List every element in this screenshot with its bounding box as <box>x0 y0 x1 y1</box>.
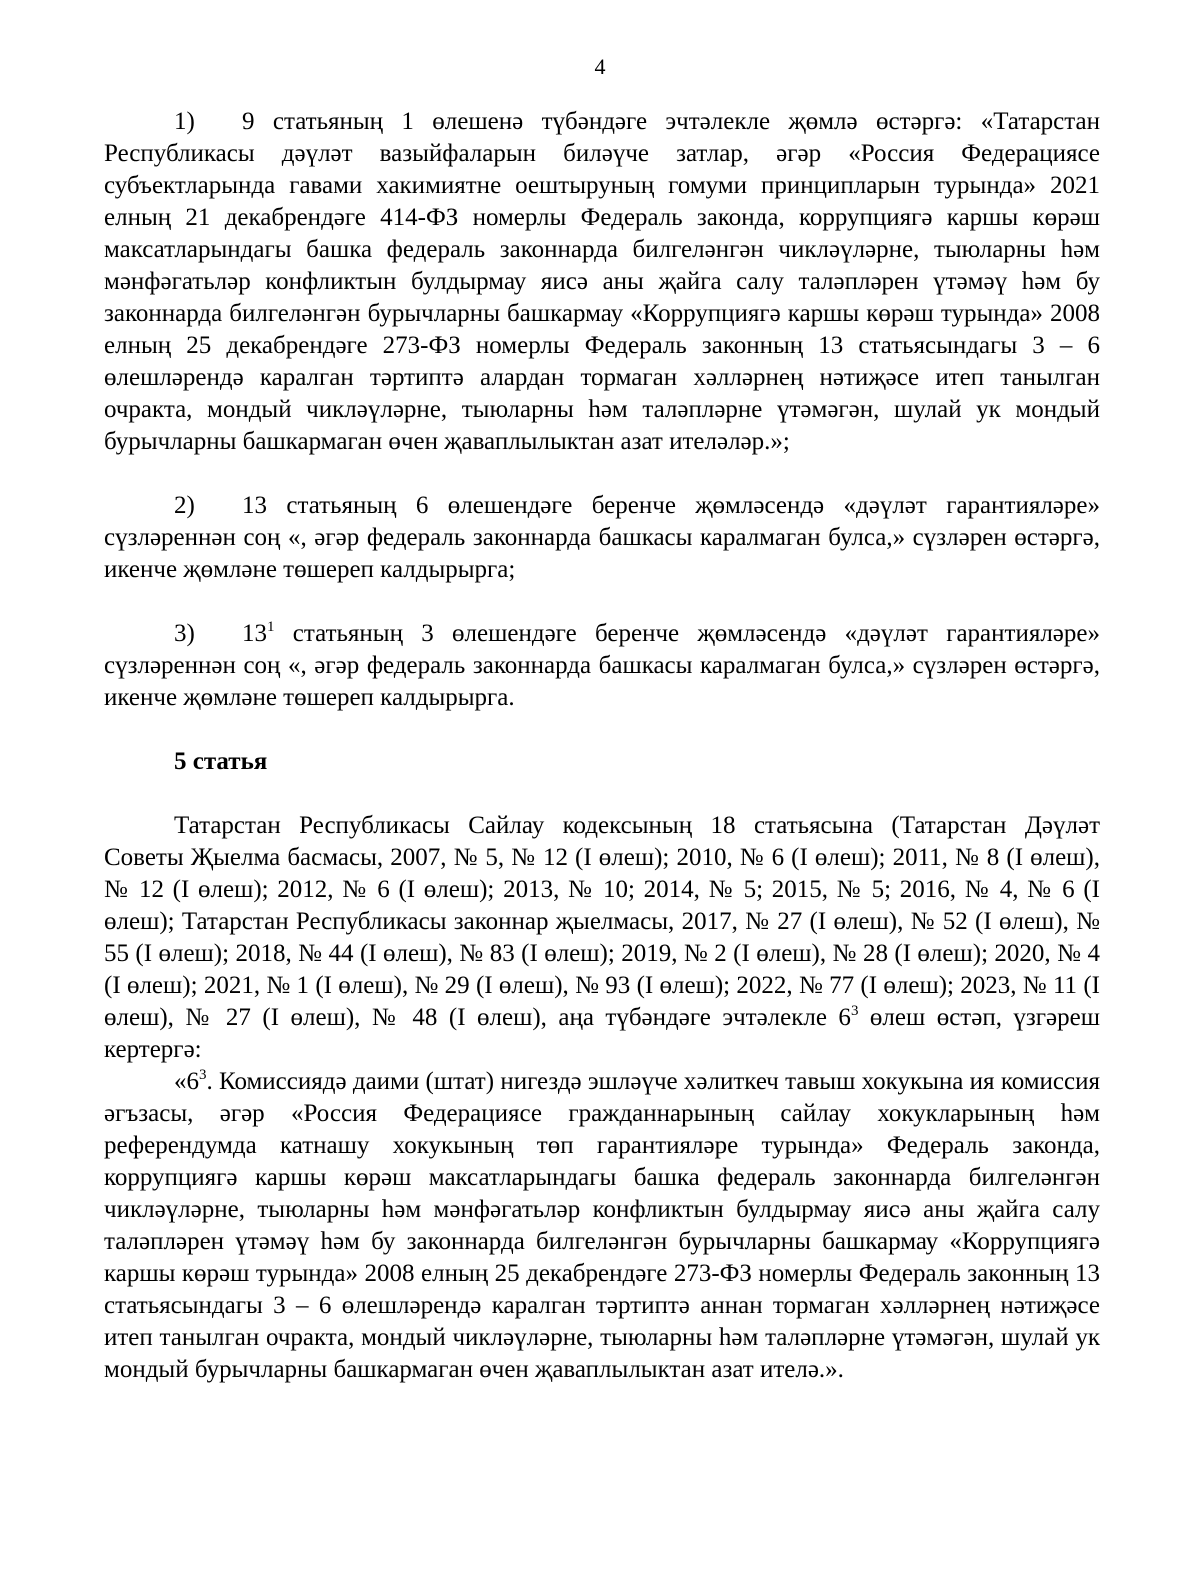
intro-text: Татарстан Республикасы Сайлау кодексының 18 статьясына (Татарстан Дәүләт Советы Җыелма басмасы, 2007, № 5, № 12 (I өлеш); 2010, № 6 (I өлеш); 2011, № 8 (I өлеш), № 12 (I өлеш); 2012, № 6 (I өлеш); 2013, № 10; 2014, № 5; 2015, № 5; 2016, № 4, № 6 (I өлеш); Татарстан Республикасы законнар җыелмасы, 2017, № 27 (I өлеш), № 52 (I өлеш), № 55 (I өлеш); 2018, № 44 (I өлеш), № 83 (I өлеш); 2019, № 2 (I өлеш), № 28 (I өлеш); 2020, № 4 (I өлеш); 2021, № 1 (I өлеш), № 29 (I өлеш), № 93 (I өлеш); 2022, № 77 (I өлеш); 2023, № 11 (I өлеш), № 27 (I өлеш), № 48 (I өлеш), аңа түбәндәге эчтәлекле 6 <box>104 812 1100 1031</box>
quoted-open: «6 <box>174 1068 199 1095</box>
list-item <box>104 618 1100 714</box>
item-text: 13 статьяның 6 өлешендәге беренче җөмләсендә «дәүләт гарантияләре» сүзләреннән соң «, әгәр федераль законнарда башкасы каралмаган булса,» сүзләрен өстәргә, икенче җөмләне төшереп калдырырга; <box>104 492 1100 583</box>
intro-text-end: өлеш өстәп, үзгәреш кертергә: <box>104 1004 1100 1063</box>
item-number: 2) <box>174 492 195 519</box>
article-heading: 5 статья <box>174 748 268 775</box>
list-item <box>104 490 1100 586</box>
item-number: 1) <box>174 108 195 135</box>
article-number: 13 <box>242 620 267 647</box>
item-text: 9 статьяның 1 өлешенә түбәндәге эчтәлекле җөмлә өстәргә: «Татарстан Республикасы дәүләт вазыйфаларын биләүче затлар, әгәр «Россия Федерациясе субъектларында гавами хакимиятне оештыруның гомуми принципларын турында» 2021 елның 21 декабрендәге 414-ФЗ номерлы Федераль законда, коррупциягә каршы көрәш максатларындагы башка федераль законнарда билгеләнгән чикләүләрне, тыюларны һәм мәнфәгатьләр конфликтын булдырмау яисә аны җайга салу таләпләрен үтәмәү һәм бу законнарда билгеләнгән бурычларны башкармау «Коррупциягә каршы көрәш турында» 2008 елның 25 декабрендәге 273-ФЗ номерлы Федераль законның 13 статьясындагы 3 – 6 өлешләрендә каралган тәртиптә алардан тормаган хәлләрнең нәтиҗәсе итеп танылган очракта, мондый чикләүләрне, тыюларны һәм таләпләрне үтәмәгән, шулай ук мондый бурычларны башкармаган өчен җаваплылыктан азат ителәләр.»; <box>104 108 1100 455</box>
item-number: 3) <box>174 620 195 647</box>
list-item <box>104 106 1100 458</box>
article-intro <box>104 810 1100 1066</box>
quoted-text: . Комиссиядә даими (штат) нигездә эшләүче хәлиткеч тавыш хокукына ия комиссия әгъзасы, әгәр «Россия Федерациясе гражданнарының сайлау хокукларының һәм референдумда катнашу хокукының төп гарантияләре турында» Федераль законда, коррупциягә каршы көрәш максатларындагы башка федераль законнарда билгеләнгән чикләүләрне, тыюларны һәм мәнфәгатьләр конфликтын булдырмау яисә аны җайга салу таләпләрен үтәмәү һәм бу законнарда билгеләнгән бурычларны башкармау «Коррупциягә каршы көрәш турында» 2008 елның 25 декабрендәге 273-ФЗ номерлы Федераль законның 13 статьясындагы 3 – 6 өлешләрендә каралган тәртиптә аннан тормаган хәлләрнең нәтиҗәсе итеп танылган очракта, мондый чикләүләрне, тыюларны һәм таләпләрне үтәмәгән, шулай ук мондый бурычларны башкармаган өчен җаваплылыктан азат ителә.». <box>104 1068 1100 1383</box>
quoted-superscript: 3 <box>199 1067 207 1083</box>
article-superscript: 1 <box>267 619 275 635</box>
page-number: 4 <box>594 54 606 79</box>
item-text: статьяның 3 өлешендәге беренче җөмләсендә «дәүләт гарантияләре» сүзләреннән соң «, әгәр федераль законнарда башкасы каралмаган булса,» сүзләрен өстәргә, икенче җөмләне төшереп калдырырга. <box>104 620 1100 711</box>
document-body <box>104 106 1100 1386</box>
intro-superscript: 3 <box>850 1003 859 1019</box>
quoted-part <box>104 1066 1100 1386</box>
